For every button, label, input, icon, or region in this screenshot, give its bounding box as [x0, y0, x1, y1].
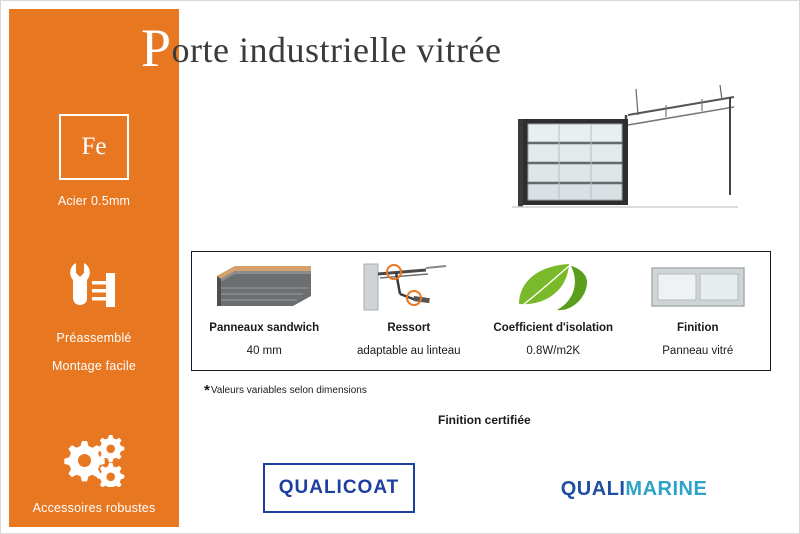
footnote-text: Valeurs variables selon dimensions	[210, 385, 367, 396]
sidebar-item-label: Accessoires robustes	[32, 501, 156, 515]
wrench-tools-icon	[9, 257, 179, 319]
feature-value: 40 mm	[246, 345, 282, 357]
sidebar-item-preassembled	[9, 257, 179, 376]
footnote	[204, 382, 367, 399]
feature-title: Ressort	[387, 322, 431, 334]
fe-element-box-icon: Fe	[59, 114, 129, 180]
feature-value: 0.8W/m2K	[526, 345, 581, 357]
glazed-panel-icon	[626, 258, 771, 316]
qualimarine-logo-text-primary: QUALI	[560, 477, 626, 500]
sectional-glazed-industrial-door-photo	[506, 79, 746, 229]
title-text: orte industrielle vitrée	[171, 30, 502, 70]
sidebar-item-sublabel: Montage facile	[51, 358, 137, 373]
qualicoat-logo	[263, 463, 415, 513]
green-leaf-icon	[481, 258, 626, 316]
qualimarine-logo-text-secondary: MARINE	[625, 477, 708, 500]
feature-title: Coefficient d'isolation	[493, 322, 614, 334]
feature-value: Panneau vitré	[662, 345, 734, 357]
sidebar-item-label: Préassemblé	[56, 331, 132, 345]
left-orange-sidebar	[9, 9, 179, 527]
certification-title: Finition certifiée	[438, 413, 531, 427]
features-box	[191, 251, 771, 371]
feature-coefficient-isolation	[481, 252, 626, 370]
feature-title: Finition	[676, 322, 719, 334]
footnote-star: *	[204, 382, 210, 399]
spring-mechanism-icon	[337, 258, 482, 316]
page-title	[141, 18, 502, 78]
sidebar-item-accessories	[9, 427, 179, 518]
sandwich-panel-icon	[192, 258, 337, 316]
qualimarine-logo	[559, 471, 709, 507]
feature-title: Panneaux sandwich	[209, 322, 320, 334]
title-dropcap: P	[141, 18, 172, 78]
feature-panneaux-sandwich	[192, 252, 337, 370]
gears-icon	[9, 427, 179, 489]
sidebar-item-label: Acier 0.5mm	[57, 194, 131, 208]
feature-finition	[626, 252, 771, 370]
sidebar-item-steel	[9, 114, 179, 211]
feature-value: adaptable au linteau	[356, 345, 461, 357]
qualicoat-logo-text: QUALICOAT	[278, 477, 400, 498]
feature-ressort	[337, 252, 482, 370]
